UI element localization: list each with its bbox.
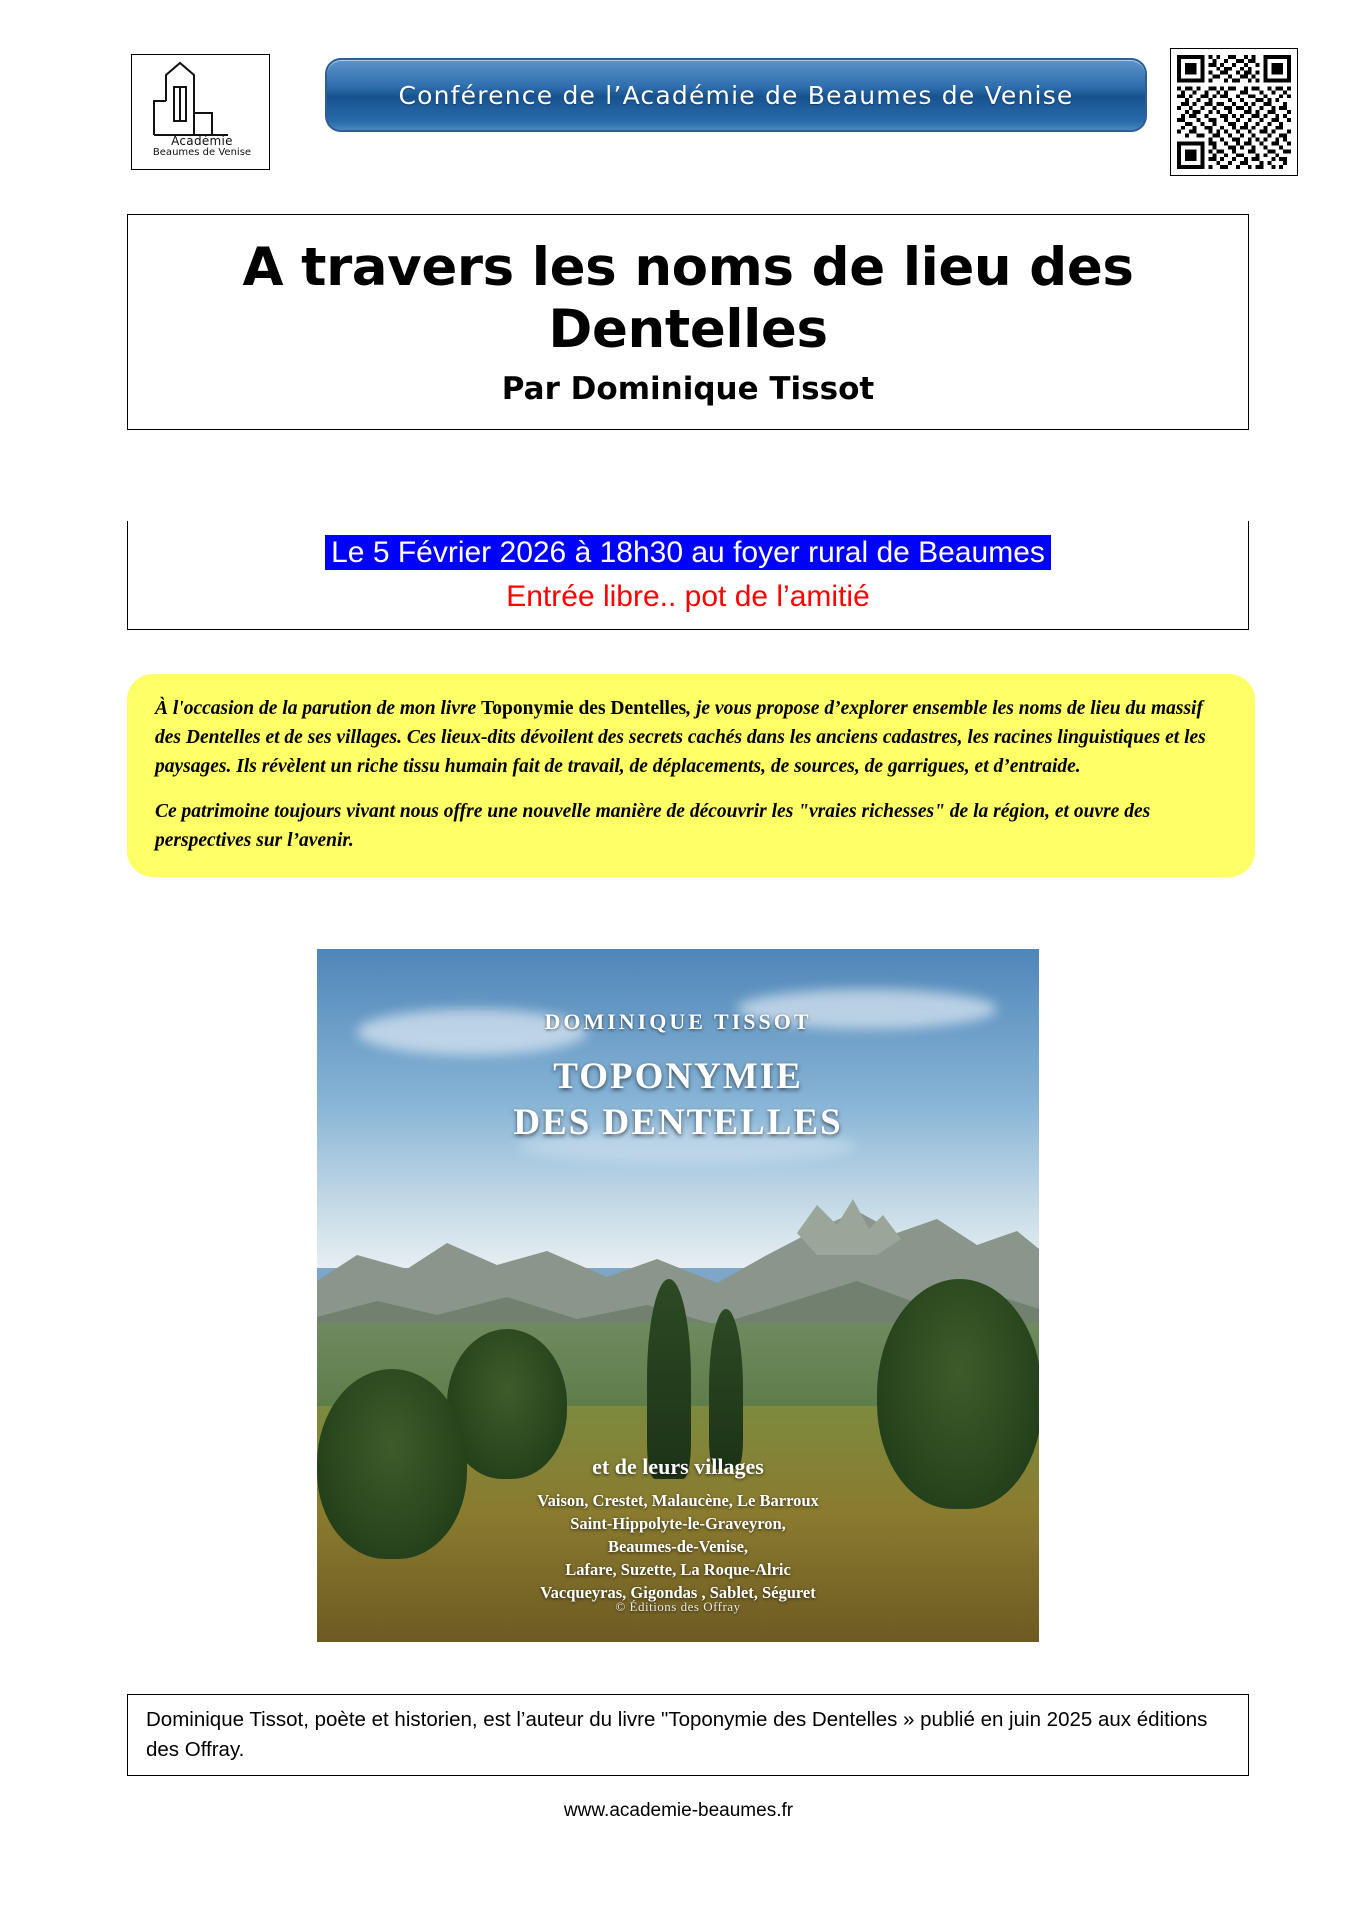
page-title: A travers les noms de lieu des Dentelles	[242, 237, 1134, 360]
title-block	[127, 214, 1249, 430]
abstract-box	[127, 674, 1255, 877]
conference-banner	[325, 58, 1147, 132]
author-bio-text: Dominique Tissot, poète et historien, est l’auteur du livre "Toponymie des Dentelles » publié en juin 2025 aux éditions des Offray.	[146, 1708, 1208, 1761]
logo-caption-line2: Beaumes de Venise	[152, 147, 252, 158]
logo-caption-line1: Académie	[171, 134, 233, 148]
author-line: Par Dominique Tissot	[501, 371, 875, 407]
abstract-paragraph-2: Ce patrimoine toujours vivant nous offre une nouvelle manière de découvrir les "vraies richesses" de la région, et ouvre des perspectives sur l’avenir.	[155, 801, 1151, 851]
logo-caption	[140, 135, 264, 159]
cover-subtitle: et de leurs villages	[592, 1454, 764, 1479]
cover-title-line2: DES DENTELLES	[513, 1102, 843, 1143]
chapel-tower-logo-icon	[150, 61, 236, 139]
cover-villages-list	[317, 1489, 1039, 1604]
admission-line: Entrée libre.. pot de l’amitié	[506, 580, 870, 613]
abstract-paragraph-1	[155, 694, 1227, 781]
header	[0, 48, 1357, 168]
cover-cypress-tree	[709, 1309, 743, 1469]
book-title-mention: Toponymie des Dentelles	[481, 698, 687, 719]
author-bio-box	[127, 1694, 1249, 1776]
book-cover-image	[317, 949, 1039, 1642]
banner-text: Conférence de l’Académie de Beaumes de Venise	[398, 80, 1074, 110]
copyright-icon: ©	[615, 1599, 626, 1614]
event-date-highlight: Le 5 Février 2026 à 18h30 au foyer rural de Beaumes	[325, 535, 1051, 570]
website-url[interactable]: www.academie-beaumes.fr	[563, 1800, 794, 1821]
cover-villages-line3: Beaumes-de-Venise,	[607, 1537, 749, 1556]
cover-title	[317, 1054, 1039, 1146]
cover-title-line1: TOPONYMIE	[553, 1056, 803, 1097]
event-date-line	[146, 533, 1230, 573]
cover-villages-line2: Saint-Hippolyte-le-Graveyron,	[570, 1514, 786, 1533]
cover-author: DOMINIQUE TISSOT	[544, 1009, 812, 1034]
cover-publisher-label: Éditions des Offray	[629, 1599, 741, 1614]
academie-logo	[131, 54, 270, 170]
date-block	[127, 521, 1249, 630]
abstract-p1-part1: À l'occasion de la parution de mon livre	[155, 698, 482, 719]
cover-cypress-tree	[647, 1279, 691, 1479]
cover-villages-line5: Vacqueyras, Gigondas , Sablet, Séguret	[540, 1583, 816, 1602]
cover-publisher	[317, 1599, 1039, 1615]
abstract-p1-part2: , je vous propose d’explorer ensemble les noms de lieu du massif des Dentelles et de ses villages. Ces lieux-dits dévoilent des secrets cachés dans les anciens cadastres, les racines linguistiques et les paysages. Ils révèlent un riche tissu humain fait de travail, de déplacements, de sources, de garrigues, et d’entraide.	[155, 698, 1206, 777]
qr-code-icon[interactable]	[1170, 48, 1298, 176]
cover-villages-line4: Lafare, Suzette, La Roque-Alric	[565, 1560, 791, 1579]
cover-villages-line1: Vaison, Crestet, Malaucène, Le Barroux	[537, 1491, 819, 1510]
